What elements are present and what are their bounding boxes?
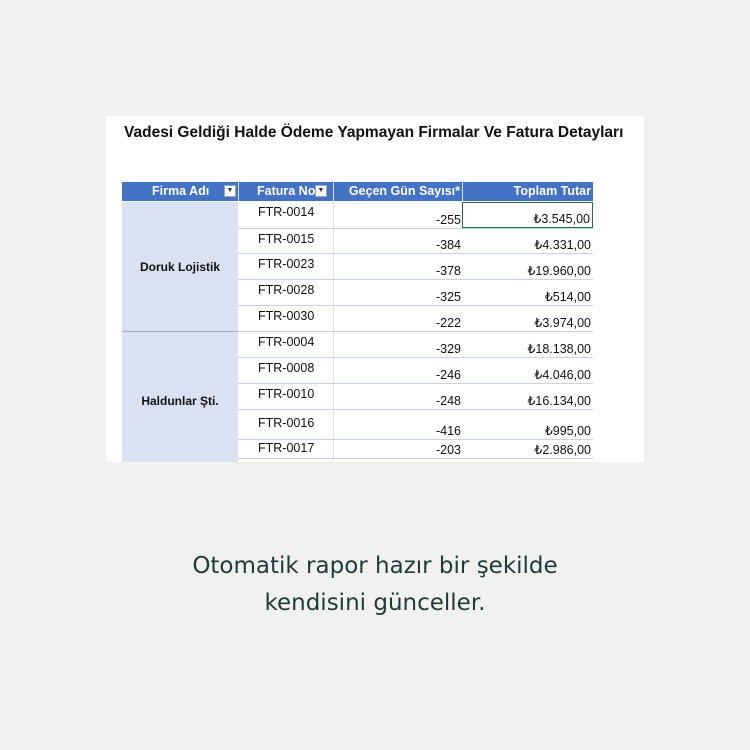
invoice-number: FTR-0008 xyxy=(258,361,315,375)
total-amount: ₺18.138,00 xyxy=(527,342,591,356)
total-amount: ₺2.986,00 xyxy=(534,443,591,457)
column-header-days[interactable]: Geçen Gün Sayısı* xyxy=(333,182,462,201)
invoice-number: FTR-0030 xyxy=(258,309,315,323)
group-cell-firm[interactable]: Doruk Lojistik xyxy=(122,202,238,332)
days-elapsed: -378 xyxy=(333,254,462,279)
total-amount: ₺16.134,00 xyxy=(527,394,591,408)
column-header-firm[interactable] xyxy=(122,182,239,201)
total-amount: ₺19.960,00 xyxy=(527,264,591,278)
spreadsheet-screenshot xyxy=(106,116,644,462)
days-elapsed: -384 xyxy=(333,229,462,253)
table-row[interactable] xyxy=(238,229,593,254)
days-elapsed: -416 xyxy=(333,410,462,439)
total-amount: ₺514,00 xyxy=(544,290,591,304)
caption xyxy=(0,548,750,622)
caption-line-1: Otomatik rapor hazır bir şekilde xyxy=(192,553,558,579)
table-row[interactable] xyxy=(238,306,593,332)
filter-active-icon[interactable]: ▼ xyxy=(315,185,327,197)
days-elapsed: -203 xyxy=(333,440,462,458)
filter-dropdown-icon[interactable]: ▼ xyxy=(224,185,236,197)
column-header-total[interactable]: Toplam Tutar xyxy=(462,182,593,201)
column-header-invoice[interactable] xyxy=(238,182,333,201)
group-cell-firm[interactable]: Haldunlar Şti. xyxy=(122,332,238,462)
total-amount: ₺4.331,00 xyxy=(534,238,591,252)
invoice-number: FTR-0028 xyxy=(258,283,315,297)
table-row[interactable] xyxy=(238,280,593,306)
invoice-number: FTR-0015 xyxy=(258,232,315,246)
total-amount: ₺995,00 xyxy=(544,424,591,438)
days-elapsed: -255 xyxy=(333,202,462,228)
report-title: Vadesi Geldiği Halde Ödeme Yapmayan Firmalar Ve Fatura Detayları xyxy=(124,124,624,141)
table-row[interactable] xyxy=(238,202,593,229)
table-row[interactable] xyxy=(238,254,593,280)
table-row[interactable] xyxy=(238,332,593,358)
column-header-label: Fatura No xyxy=(257,184,316,198)
column-header-label: Firma Adı xyxy=(152,184,210,198)
invoice-number: FTR-0004 xyxy=(258,335,315,349)
total-amount: ₺4.046,00 xyxy=(534,368,591,382)
table-row[interactable] xyxy=(238,358,593,384)
days-elapsed: -246 xyxy=(333,358,462,383)
days-elapsed: -222 xyxy=(333,306,462,331)
total-amount-selected-cell[interactable]: ₺3.545,00 xyxy=(462,202,593,228)
invoice-number: FTR-0010 xyxy=(258,387,315,401)
invoice-number: FTR-0023 xyxy=(258,257,315,271)
total-amount: ₺3.974,00 xyxy=(534,316,591,330)
invoice-number: FTR-0016 xyxy=(258,416,315,430)
days-elapsed: -248 xyxy=(333,384,462,409)
table-row[interactable] xyxy=(238,410,593,440)
table-row[interactable] xyxy=(238,384,593,410)
table-row[interactable] xyxy=(238,440,593,459)
caption-line-2: kendisini günceller. xyxy=(264,590,486,616)
invoice-number: FTR-0017 xyxy=(258,441,315,455)
invoice-number: FTR-0014 xyxy=(258,205,315,219)
days-elapsed: -329 xyxy=(333,332,462,357)
days-elapsed: -325 xyxy=(333,280,462,305)
